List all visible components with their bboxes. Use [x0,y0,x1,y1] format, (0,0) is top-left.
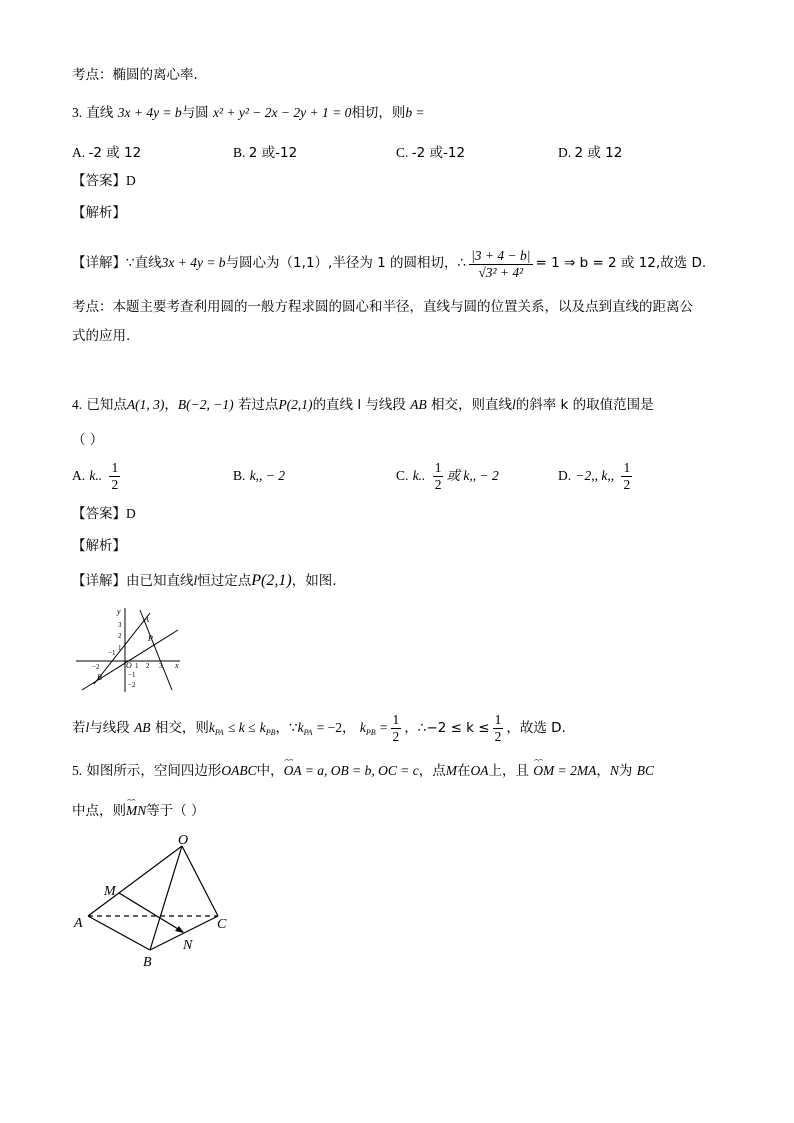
option-text: k.. [89,468,103,483]
fraction-numerator: 1 [392,712,400,727]
fraction-numerator: 1 [623,460,631,475]
q4-point-p: P(2,1) [278,397,313,412]
option-fraction [621,460,632,493]
label-o: O [178,833,189,848]
detail-tag: 【详解】 [72,573,126,589]
q5-point-m: M [445,763,457,778]
q4-stem-text: 的直线 l 与线段 [312,397,406,413]
option-label: B. [233,145,246,160]
k-symbol: k [297,720,304,735]
q4-stem-text: 相交，则直线 [431,397,512,413]
conclusion-var-l: l [85,720,90,735]
kaodian-q2: 考点：椭圆的离心率. [72,67,198,83]
fraction-denominator: √3² + 4² [478,265,524,280]
point-p-label: P [148,634,153,643]
tick-y-label: 2 [118,632,122,640]
detail-text: 恒过定点 [197,573,252,589]
axis-y-label: y [117,607,121,616]
detail-equation: 3x + 4y = b [161,255,226,270]
arrowhead-icon [175,926,184,933]
option-text: k.. [412,468,426,483]
option-fraction [109,460,120,493]
q5-stem-text: 上，且 [488,763,529,779]
conclusion-text: 与线段 [89,720,130,736]
q5-quadrilateral: OABC [221,763,257,778]
half-fraction [493,712,504,745]
tick-x-label: 1 [135,662,139,670]
subscript-pa: PA [214,728,224,737]
label-c: C [217,917,227,932]
label-n: N [183,938,193,953]
subscript-pa: PA [303,728,313,737]
fraction-numerator: 1 [494,712,502,727]
option-label: A. [72,468,86,483]
q3-option-c [396,141,465,161]
q3-circle-equation: x² + y² − 2x − 2y + 1 = 0 [212,105,352,120]
q5-stem-text: 中点，则 [72,803,126,819]
edge-oc [182,846,218,916]
q5-number: 5. [72,763,83,778]
fraction-numerator: |3 + 4 − b| [471,248,531,263]
q3-kaodian-line1: 考点：本题主要考查利用圆的一般方程求圆的圆心和半径，直线与圆的位置关系，以及点到直线的距离公 [72,299,693,315]
option-text: -2 或 12 [88,145,142,161]
q5-stem-text: 中， [256,763,284,779]
q5-stem [72,762,654,780]
tick-x-label: −2 [92,663,100,671]
conclusion-text: 若 [72,720,86,736]
q5-vector-om: ⌢⌢ OM = 2MA [533,762,596,780]
q4-segment-ab: AB [410,397,427,412]
distance-fraction [469,248,532,281]
q4-stem [72,396,654,414]
q5-stem-text: 在 [457,763,471,779]
fraction-denominator: 2 [434,477,442,492]
conclusion-text: = [379,720,388,735]
fraction-numerator: 1 [434,460,442,475]
option-label: D. [558,145,572,160]
q4-stem-text: 已知点 [86,397,127,413]
subscript-pb: PB [265,728,276,737]
q4-point-b: B(−2, −1) [177,397,234,412]
q3-option-d [558,141,622,161]
axis-x-label: x [175,661,179,670]
answer-value: D [126,506,136,521]
q3-analysis-tag: 【解析】 [72,205,126,221]
subscript-pb: PB [365,728,376,737]
q4-conclusion [72,712,566,745]
k-symbol: k [208,720,215,735]
q5-tetrahedron-figure [70,832,240,972]
tick-x-label: 2 [146,662,150,670]
q4-option-d [558,460,635,493]
conclusion-text: ≤ k ≤ [227,720,256,735]
q4-point-a: A(1, 3) [126,397,165,412]
vector-mn [119,893,183,932]
option-label: C. [396,468,409,483]
tick-x-label: −1 [108,649,116,657]
option-text: -2 或-12 [411,145,466,161]
option-label: C. [396,145,409,160]
q4-stem-text: ， [164,397,178,413]
edge-ao [88,846,182,916]
conclusion-text: ，故选 D. [506,720,566,736]
point-b-label: B [97,673,102,682]
q3-kaodian-line2: 式的应用. [72,328,131,344]
q4-var-l: l [512,397,516,412]
q4-option-b [233,468,285,484]
q3-stem-text: 相切，则 [351,105,406,121]
q4-paren: （ ） [72,432,104,448]
q5-stem-text: 等于（ ） [146,803,205,819]
half-fraction [391,712,402,745]
label-a: A [74,916,83,931]
q4-analysis-tag: 【解析】 [72,538,126,554]
conclusion-text: ，∴−2 ≤ k ≤ [404,720,490,736]
detail-point-p: P(2,1) [251,572,292,589]
detail-text: ∵直线 [126,255,162,271]
q5-stem-text: ， [596,763,610,779]
conclusion-segment-ab: AB [134,720,151,735]
q4-number: 4. [72,397,83,412]
label-b: B [143,955,152,970]
q5-segment-bc: BC [636,763,654,778]
segment-ab [94,613,150,684]
edge-ab [88,916,150,950]
k-symbol: k [359,720,366,735]
conclusion-text: 相交，则 [154,720,209,736]
q3-line-equation: 3x + 4y = b [117,105,182,120]
option-text: 2 或-12 [248,145,298,161]
fraction-denominator: 2 [623,477,631,492]
q4-option-a [72,460,123,493]
detail-text: 由已知直线 [126,573,194,589]
edge-ob [150,846,182,950]
q3-option-b [233,141,297,161]
q5-stem-text: 如图所示，空间四边形 [86,763,222,779]
fraction-denominator: 2 [494,729,502,744]
conclusion-text: ，∵ [275,720,298,736]
q3-stem [72,104,425,122]
fraction-denominator: 2 [392,729,400,744]
q3-stem-text: 直线 [86,105,114,121]
option-label: B. [233,468,246,483]
point-a-label: A [144,615,149,624]
detail-text: = 1 ⇒ b = 2 或 12,故选 D. [535,255,707,271]
k-symbol: k [259,720,266,735]
q5-segment-oa: OA [470,763,489,778]
option-text: 2 或 12 [574,145,623,161]
detail-text: 与圆心为（1,1）,半径为 1 的圆相切，∴ [225,255,467,271]
tick-y-label: 1 [118,644,122,652]
q4-stem-text: 若过点 [237,397,279,413]
option-fraction [433,460,444,493]
q5-vector-equations: ⌢⌢ OA = a, OB = b, OC = c [284,762,419,780]
conclusion-text: = −2， [316,720,356,735]
q3-detail [72,248,706,281]
answer-tag: 【答案】 [72,173,126,189]
option-text: −2,, k,, [575,468,615,483]
q4-stem-text: 的斜率 k 的取值范围是 [515,397,654,413]
q4-answer [72,505,136,523]
fraction-numerator: 1 [111,460,119,475]
q5-vector-mn: ⌢⌢ MN [126,802,146,820]
label-m: M [104,884,116,899]
q4-coordinate-graph [72,604,184,696]
detail-text: ，如图. [291,573,337,589]
q3-option-a [72,141,141,161]
answer-tag: 【答案】 [72,506,126,522]
option-label: D. [558,468,572,483]
q4-option-c [396,460,499,493]
q3-number: 3. [72,105,83,120]
tick-y-label: −1 [128,671,136,679]
q5-stem-text: ，点 [418,763,446,779]
tick-y-label: −2 [128,681,136,689]
tick-y-label: 3 [118,621,122,629]
q5-stem-line2 [72,802,205,820]
q3-stem-text: 与圆 [181,105,209,121]
option-label: A. [72,145,86,160]
fraction-denominator: 2 [111,477,119,492]
q5-stem-text: 为 [618,763,633,779]
detail-tag: 【详解】 [72,255,126,271]
origin-label: O [126,661,132,670]
q5-point-n: N [609,763,619,778]
option-text: k,, − 2 [249,468,286,483]
q3-var-b: b = [405,105,425,120]
option-text: 或 k,, − 2 [446,468,499,483]
q4-detail [72,572,337,590]
q3-answer [72,172,136,190]
answer-value: D [126,173,136,188]
tick-x-label: 3 [159,662,163,670]
detail-var-l: l [193,573,198,588]
